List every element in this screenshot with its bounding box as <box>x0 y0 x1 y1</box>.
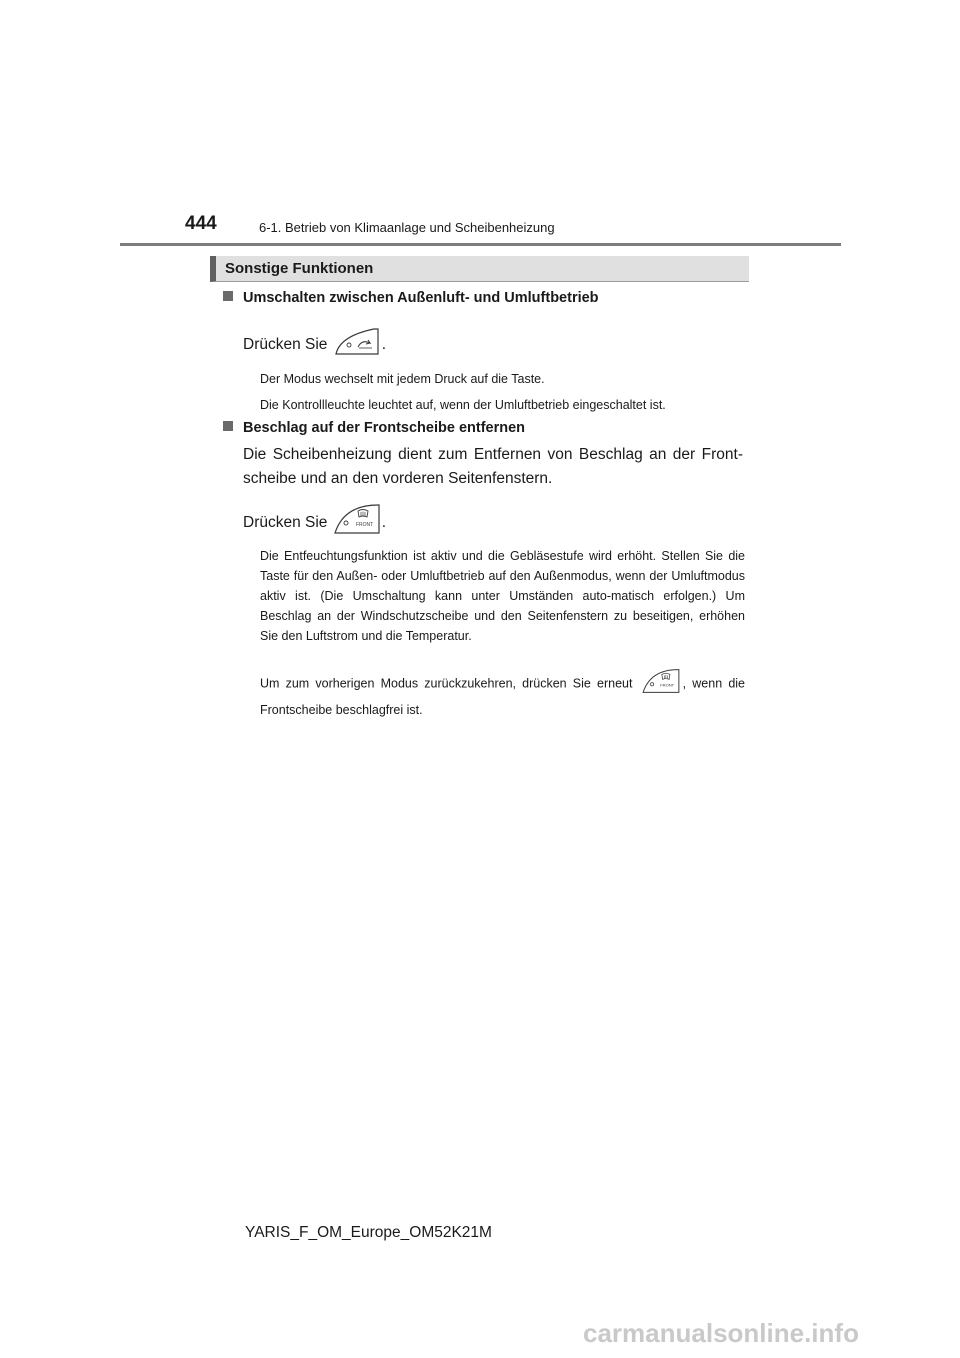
return-note-suffix: , wenn die Frontscheibe beschlagfrei ist. <box>260 676 746 717</box>
front-defroster-button-icon <box>332 503 382 543</box>
defrost-description: Die Scheibenheizung dient zum Entfernen von Beschlag an der Front-scheibe und an den vorderen Seitenfenstern. <box>243 446 743 487</box>
square-bullet-icon <box>223 291 233 301</box>
press-prefix: Drücken Sie <box>243 336 328 354</box>
watermark: carmanualsonline.info <box>583 1318 859 1348</box>
recirculation-instruction <box>243 326 386 364</box>
page-number: 444 <box>185 213 217 234</box>
defrost-note-main: Die Entfeuchtungsfunktion ist aktiv und die Gebläsestufe wird erhöht. Stellen Sie die Taste für den Außen- oder Umluftbetrieb auf den Außenmodus, wenn der Umluftmodus aktiv ist. (Die Umschaltung kann unter Umständen auto-matisch erfolgen.) Um Beschlag an der Windschutzscheibe und den Seitenfenstern zu beseitigen, erhöhen Sie den Luftstrom und die Temperatur. <box>260 549 745 643</box>
section-heading-box <box>210 256 749 282</box>
press-suffix: . <box>381 514 387 532</box>
header-divider <box>120 243 841 246</box>
press-prefix: Drücken Sie <box>243 514 328 532</box>
defrost-instruction <box>243 503 386 543</box>
recirculation-title: Umschalten zwischen Außenluft- und Umluftbetrieb <box>243 290 599 306</box>
square-bullet-icon <box>223 421 233 431</box>
defrost-note-return <box>260 668 745 720</box>
front-button-label: FRONT <box>659 682 674 688</box>
press-suffix: . <box>381 336 387 354</box>
defrost-subheading <box>223 420 525 436</box>
recirculation-note-1: Der Modus wechselt mit jedem Druck auf die Taste. <box>260 372 545 386</box>
recirculation-note-2: Die Kontrollleuchte leuchtet auf, wenn der Umluftbetrieb eingeschaltet ist. <box>260 398 666 412</box>
section-title: 6-1. Betrieb von Klimaanlage und Scheibenheizung <box>259 220 555 235</box>
defrost-title: Beschlag auf der Frontscheibe entfernen <box>243 420 526 436</box>
front-defroster-button-icon <box>639 668 683 700</box>
recirculation-subheading <box>223 290 599 306</box>
document-code: YARIS_F_OM_Europe_OM52K21M <box>245 1224 492 1241</box>
recirculation-button-icon <box>332 326 382 364</box>
return-note-prefix: Um zum vorherigen Modus zurückzukehren, drücken Sie erneut <box>260 676 633 691</box>
front-button-label: FRONT <box>355 522 373 528</box>
section-heading: Sonstige Funktionen <box>225 260 374 277</box>
